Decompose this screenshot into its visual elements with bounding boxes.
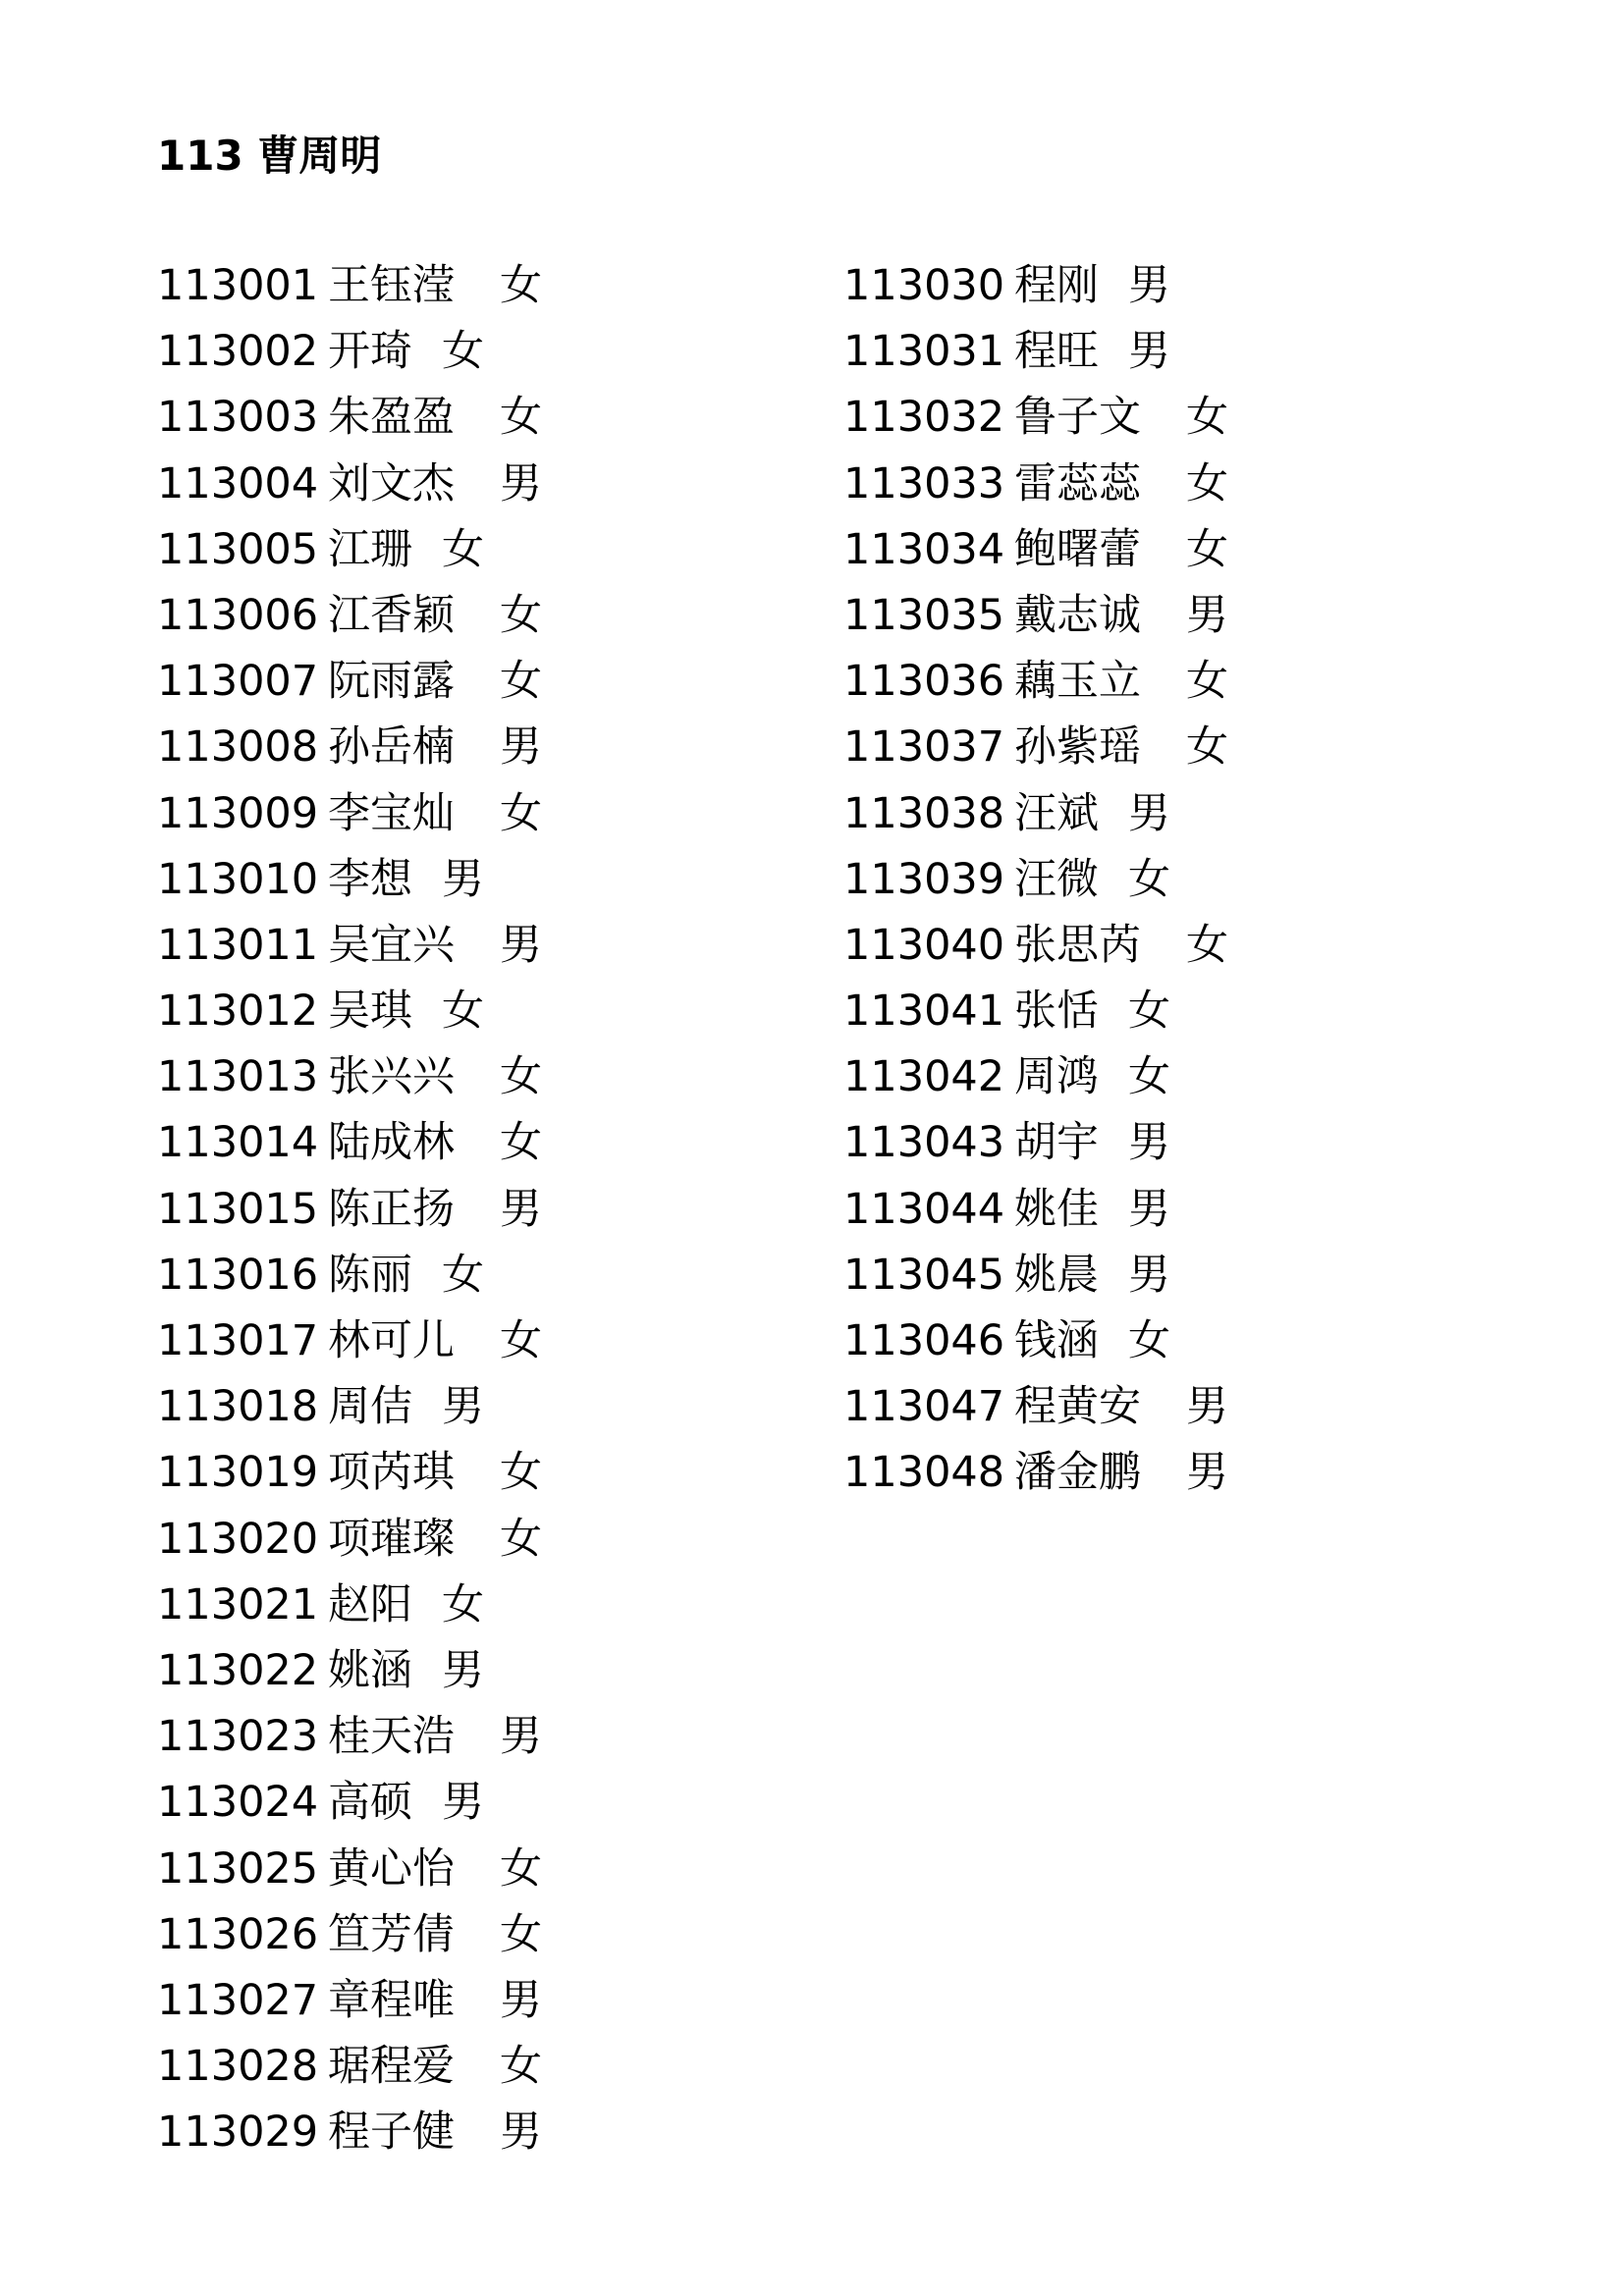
- student-id: 113006: [157, 590, 319, 640]
- student-id: 113015: [157, 1184, 319, 1234]
- student-name: 张兴兴: [328, 1052, 455, 1102]
- student-id: 113020: [157, 1514, 319, 1564]
- student-gender: 女: [442, 987, 484, 1037]
- list-item: [843, 385, 1228, 451]
- student-gender: 女: [1186, 458, 1228, 508]
- list-item: [843, 979, 1228, 1044]
- student-name: 李宝灿: [328, 788, 455, 838]
- student-gender: 女: [1128, 1316, 1170, 1365]
- student-gender: 女: [1128, 987, 1170, 1037]
- student-gender: 男: [442, 1382, 484, 1432]
- student-id: 113047: [843, 1382, 1005, 1432]
- student-id: 113018: [157, 1382, 319, 1432]
- list-item: [157, 385, 542, 451]
- student-name: 鲍曙蕾: [1014, 524, 1141, 574]
- student-id: 113011: [157, 920, 319, 970]
- student-name: 吴宜兴: [328, 920, 455, 970]
- student-gender: 女: [500, 1514, 542, 1564]
- student-gender: 女: [500, 261, 542, 310]
- list-item: [843, 319, 1228, 385]
- list-item: [843, 583, 1228, 649]
- student-gender: 女: [500, 1052, 542, 1102]
- student-name: 钱涵: [1014, 1316, 1099, 1365]
- list-item: [843, 452, 1228, 517]
- list-item: [843, 1044, 1228, 1110]
- list-item: [843, 1374, 1228, 1440]
- list-item: [157, 715, 542, 780]
- student-id: 113033: [843, 458, 1005, 508]
- student-id: 113014: [157, 1118, 319, 1168]
- student-name: 桂天浩: [328, 1712, 455, 1762]
- student-id: 113040: [843, 920, 1005, 970]
- student-id: 113048: [843, 1448, 1005, 1498]
- list-item: [157, 253, 542, 319]
- list-item: [843, 1440, 1228, 1506]
- student-id: 113026: [157, 1909, 319, 1959]
- student-name: 姚晨: [1014, 1250, 1099, 1300]
- student-gender: 男: [1128, 788, 1170, 838]
- list-item: [157, 1573, 542, 1638]
- student-id: 113010: [157, 854, 319, 904]
- student-name: 戴志诚: [1014, 590, 1141, 640]
- page-title: 113 曹周明: [157, 132, 382, 180]
- student-id: 113007: [157, 657, 319, 707]
- student-id: 113027: [157, 1975, 319, 2025]
- student-gender: 女: [1186, 524, 1228, 574]
- student-gender: 男: [500, 722, 542, 773]
- student-gender: 女: [1186, 393, 1228, 443]
- list-item: [157, 1044, 542, 1110]
- list-item: [157, 649, 542, 715]
- list-item: [843, 517, 1228, 583]
- student-gender: 女: [500, 590, 542, 640]
- student-gender: 男: [442, 854, 484, 904]
- student-id: 113043: [843, 1118, 1005, 1168]
- student-gender: 男: [442, 1645, 484, 1695]
- student-id: 113035: [843, 590, 1005, 640]
- student-name: 陈正扬: [328, 1184, 455, 1234]
- student-gender: 男: [1128, 1250, 1170, 1300]
- student-gender: 女: [1186, 657, 1228, 707]
- list-item: [843, 781, 1228, 847]
- student-name: 王钰滢: [328, 261, 455, 310]
- roster-column-left: [157, 253, 542, 2165]
- student-name: 陈丽: [328, 1250, 412, 1300]
- list-item: [157, 1902, 542, 1968]
- student-id: 113009: [157, 788, 319, 838]
- student-gender: 男: [1186, 1448, 1228, 1498]
- student-gender: 女: [500, 393, 542, 443]
- list-item: [157, 1440, 542, 1506]
- student-id: 113004: [157, 458, 319, 508]
- student-gender: 女: [500, 657, 542, 707]
- student-gender: 男: [1128, 1184, 1170, 1234]
- roster-column-right: [843, 253, 1228, 1507]
- student-name: 周佶: [328, 1382, 412, 1432]
- student-id: 113017: [157, 1316, 319, 1365]
- list-item: [157, 1704, 542, 1770]
- student-id: 113034: [843, 524, 1005, 574]
- student-name: 黄心怡: [328, 1843, 455, 1894]
- list-item: [843, 1110, 1228, 1176]
- list-item: [157, 1308, 542, 1374]
- student-id: 113032: [843, 393, 1005, 443]
- list-item: [157, 979, 542, 1044]
- student-gender: 男: [500, 1975, 542, 2025]
- list-item: [157, 1110, 542, 1176]
- list-item: [157, 2034, 542, 2100]
- student-gender: 女: [500, 1448, 542, 1498]
- student-name: 赵阳: [328, 1579, 412, 1629]
- student-id: 113041: [843, 987, 1005, 1037]
- student-id: 113021: [157, 1579, 319, 1629]
- student-name: 项璀璨: [328, 1514, 455, 1564]
- student-gender: 女: [442, 1579, 484, 1629]
- student-name: 姚涵: [328, 1645, 412, 1695]
- student-gender: 女: [1186, 722, 1228, 773]
- student-id: 113023: [157, 1712, 319, 1762]
- list-item: [843, 1243, 1228, 1308]
- student-gender: 女: [500, 1316, 542, 1365]
- student-gender: 男: [1128, 261, 1170, 310]
- student-name: 吴琪: [328, 987, 412, 1037]
- student-name: 张恬: [1014, 987, 1099, 1037]
- student-name: 高硕: [328, 1778, 412, 1828]
- student-name: 姚佳: [1014, 1184, 1099, 1234]
- student-name: 林可儿: [328, 1316, 455, 1365]
- student-gender: 男: [1128, 1118, 1170, 1168]
- student-gender: 男: [442, 1778, 484, 1828]
- list-item: [157, 1968, 542, 2034]
- list-item: [157, 1638, 542, 1704]
- student-gender: 男: [500, 2108, 542, 2158]
- student-gender: 男: [500, 920, 542, 970]
- student-name: 陆成林: [328, 1118, 455, 1168]
- student-name: 雷蕊蕊: [1014, 458, 1141, 508]
- student-name: 潘金鹏: [1014, 1448, 1141, 1498]
- student-name: 孙紫瑶: [1014, 722, 1141, 773]
- list-item: [157, 781, 542, 847]
- student-gender: 女: [500, 1909, 542, 1959]
- list-item: [843, 253, 1228, 319]
- list-item: [157, 1770, 542, 1836]
- student-id: 113028: [157, 2042, 319, 2092]
- student-name: 江香颖: [328, 590, 455, 640]
- list-item: [843, 913, 1228, 979]
- student-id: 113016: [157, 1250, 319, 1300]
- student-id: 113019: [157, 1448, 319, 1498]
- student-id: 113001: [157, 261, 319, 310]
- list-item: [843, 715, 1228, 780]
- student-id: 113044: [843, 1184, 1005, 1234]
- student-id: 113031: [843, 327, 1005, 377]
- student-name: 胡宇: [1014, 1118, 1099, 1168]
- student-name: 程子健: [328, 2108, 455, 2158]
- list-item: [157, 913, 542, 979]
- student-name: 李想: [328, 854, 412, 904]
- student-gender: 女: [500, 2042, 542, 2092]
- student-id: 113038: [843, 788, 1005, 838]
- student-gender: 男: [1128, 327, 1170, 377]
- student-id: 113002: [157, 327, 319, 377]
- student-id: 113012: [157, 987, 319, 1037]
- student-name: 章程唯: [328, 1975, 455, 2025]
- student-name: 刘文杰: [328, 458, 455, 508]
- student-gender: 女: [500, 1118, 542, 1168]
- student-id: 113013: [157, 1052, 319, 1102]
- student-name: 琚程爱: [328, 2042, 455, 2092]
- list-item: [843, 649, 1228, 715]
- student-id: 113042: [843, 1052, 1005, 1102]
- list-item: [843, 1177, 1228, 1243]
- student-id: 113029: [157, 2108, 319, 2158]
- list-item: [157, 1374, 542, 1440]
- student-name: 程刚: [1014, 261, 1099, 310]
- student-name: 开琦: [328, 327, 412, 377]
- list-item: [157, 583, 542, 649]
- student-name: 朱盈盈: [328, 393, 455, 443]
- student-id: 113039: [843, 854, 1005, 904]
- student-name: 笪芳倩: [328, 1909, 455, 1959]
- student-gender: 女: [500, 788, 542, 838]
- student-gender: 女: [1186, 920, 1228, 970]
- student-id: 113037: [843, 722, 1005, 773]
- student-gender: 女: [442, 1250, 484, 1300]
- student-gender: 男: [1186, 1382, 1228, 1432]
- student-gender: 男: [500, 1712, 542, 1762]
- student-gender: 男: [1186, 590, 1228, 640]
- list-item: [157, 2100, 542, 2165]
- student-gender: 女: [1128, 854, 1170, 904]
- student-id: 113003: [157, 393, 319, 443]
- student-gender: 女: [442, 327, 484, 377]
- student-name: 藕玉立: [1014, 657, 1141, 707]
- student-name: 项芮琪: [328, 1448, 455, 1498]
- student-gender: 女: [442, 524, 484, 574]
- student-name: 孙岳楠: [328, 722, 455, 773]
- student-gender: 女: [1128, 1052, 1170, 1102]
- list-item: [157, 452, 542, 517]
- student-id: 113008: [157, 722, 319, 773]
- student-name: 阮雨露: [328, 657, 455, 707]
- student-id: 113045: [843, 1250, 1005, 1300]
- student-id: 113022: [157, 1645, 319, 1695]
- student-name: 汪微: [1014, 854, 1099, 904]
- student-name: 程旺: [1014, 327, 1099, 377]
- student-gender: 女: [500, 1843, 542, 1894]
- student-gender: 男: [500, 1184, 542, 1234]
- student-name: 鲁子文: [1014, 393, 1141, 443]
- list-item: [157, 1243, 542, 1308]
- list-item: [157, 1507, 542, 1573]
- list-item: [157, 847, 542, 913]
- list-item: [843, 1308, 1228, 1374]
- student-name: 张思芮: [1014, 920, 1141, 970]
- list-item: [157, 517, 542, 583]
- student-id: 113005: [157, 524, 319, 574]
- list-item: [843, 847, 1228, 913]
- student-id: 113025: [157, 1843, 319, 1894]
- student-name: 江珊: [328, 524, 412, 574]
- student-name: 程黄安: [1014, 1382, 1141, 1432]
- student-id: 113030: [843, 261, 1005, 310]
- student-id: 113024: [157, 1778, 319, 1828]
- student-id: 113046: [843, 1316, 1005, 1365]
- student-gender: 男: [500, 458, 542, 508]
- student-id: 113036: [843, 657, 1005, 707]
- list-item: [157, 1837, 542, 1902]
- student-name: 汪斌: [1014, 788, 1099, 838]
- list-item: [157, 1177, 542, 1243]
- student-name: 周鸿: [1014, 1052, 1099, 1102]
- list-item: [157, 319, 542, 385]
